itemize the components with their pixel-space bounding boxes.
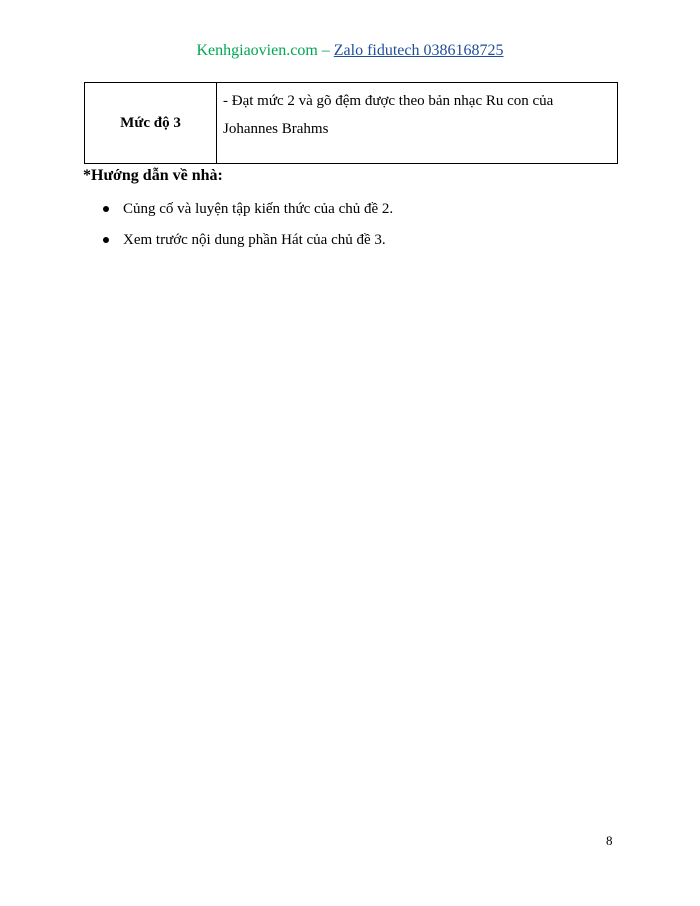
list-item <box>0 198 393 229</box>
header-separator: – <box>317 42 334 59</box>
assessment-level-table <box>84 82 618 164</box>
page-number: 8 <box>606 833 613 848</box>
level-description-cell: - Đạt mức 2 và gõ đệm được theo bản nhạc Ru con của Johannes Brahms <box>217 83 618 164</box>
homework-item-text: Xem trước nội dung phần Hát của chủ đề 3. <box>123 232 386 248</box>
homework-list <box>0 198 393 260</box>
table-row <box>85 83 618 164</box>
header-zalo-link[interactable]: Zalo fidutech 0386168725 <box>333 42 504 59</box>
homework-heading: *Hướng dẫn về nhà: <box>83 167 223 184</box>
list-item <box>0 229 393 260</box>
level-label-cell: Mức độ 3 <box>85 83 217 164</box>
bullet-icon <box>103 206 109 212</box>
header-site-name: Kenhgiaovien.com <box>196 42 318 59</box>
bullet-icon <box>103 237 109 243</box>
page-header <box>0 41 700 61</box>
homework-item-text: Củng cố và luyện tập kiến thức của chủ đề 2. <box>123 201 394 217</box>
